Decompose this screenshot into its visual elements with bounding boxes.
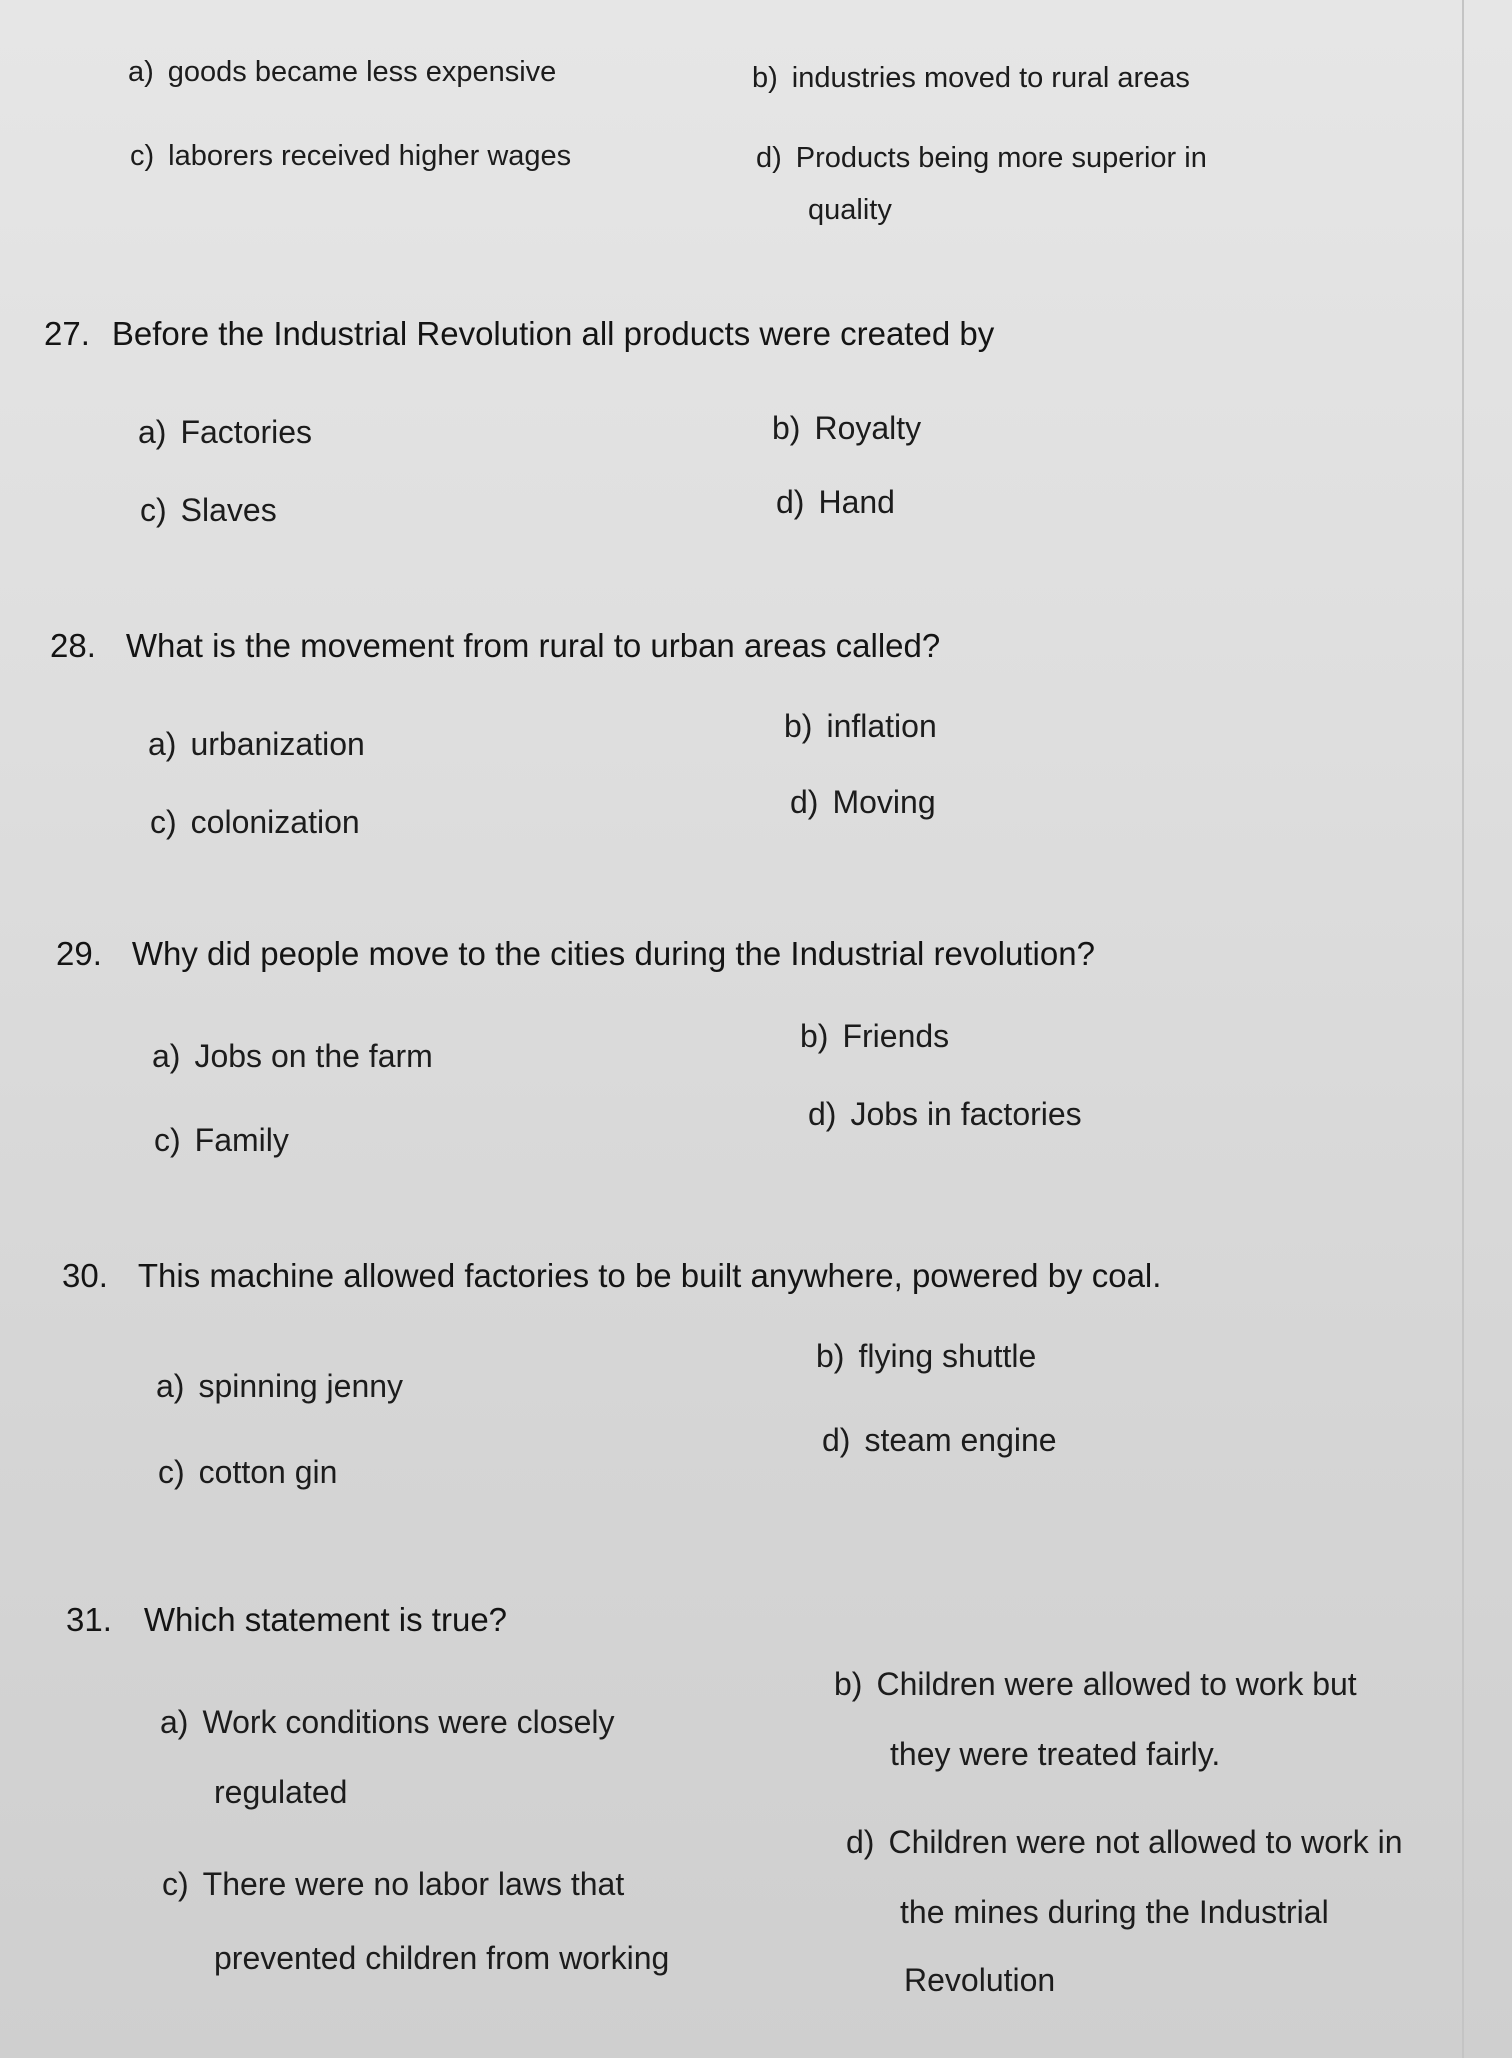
q31-option-d-line2: the mines during the Industrial bbox=[900, 1894, 1329, 1930]
option-label: d) bbox=[756, 142, 782, 174]
q31-option-d-line3: Revolution bbox=[904, 1962, 1056, 1998]
option-text: urbanization bbox=[190, 726, 365, 762]
option-text: Children were allowed to work but bbox=[876, 1666, 1357, 1702]
option-text: industries moved to rural areas bbox=[791, 62, 1190, 94]
option-text: Work conditions were closely bbox=[202, 1704, 615, 1740]
q27-option-a bbox=[138, 412, 312, 452]
q31-option-b bbox=[834, 1664, 1357, 1704]
option-text: laborers received higher wages bbox=[168, 140, 572, 172]
option-label: a) bbox=[152, 1038, 181, 1074]
q31-option-c bbox=[162, 1864, 624, 1904]
question-text: What is the movement from rural to urban areas called? bbox=[125, 627, 941, 664]
option-label: d) bbox=[776, 484, 805, 520]
option-text: Royalty bbox=[814, 410, 922, 446]
q28-option-b bbox=[784, 706, 937, 746]
q30-option-d bbox=[822, 1420, 1057, 1460]
q30-option-c bbox=[158, 1452, 337, 1492]
option-label: c) bbox=[150, 804, 177, 840]
q28-option-d bbox=[790, 782, 936, 822]
q29-option-a bbox=[152, 1036, 433, 1076]
question-number: 31. bbox=[66, 1601, 112, 1638]
option-text: Factories bbox=[180, 414, 313, 450]
question-text: Which statement is true? bbox=[143, 1601, 508, 1638]
q31-prompt bbox=[66, 1600, 507, 1640]
option-label: c) bbox=[158, 1454, 185, 1490]
q30-option-b bbox=[816, 1336, 1036, 1376]
option-label: a) bbox=[148, 726, 177, 762]
q27-prompt bbox=[44, 314, 994, 354]
option-text: steam engine bbox=[864, 1422, 1057, 1458]
q31-option-b-line2: they were treated fairly. bbox=[890, 1736, 1221, 1772]
option-label: b) bbox=[752, 62, 778, 94]
question-number: 27. bbox=[44, 315, 90, 352]
q27-option-d bbox=[776, 482, 895, 522]
q31-option-a-line2: regulated bbox=[214, 1774, 348, 1810]
option-text: Friends bbox=[842, 1018, 950, 1054]
q30-prompt bbox=[62, 1256, 1161, 1296]
q30-option-a bbox=[156, 1366, 403, 1406]
option-label: b) bbox=[800, 1018, 829, 1054]
option-text: inflation bbox=[826, 708, 937, 744]
question-number: 30. bbox=[62, 1257, 108, 1294]
q26-option-a bbox=[128, 52, 556, 92]
q26-option-b bbox=[752, 58, 1190, 98]
option-text: flying shuttle bbox=[858, 1338, 1037, 1374]
option-text: cotton gin bbox=[198, 1454, 338, 1490]
q29-option-c bbox=[154, 1120, 289, 1160]
option-label: d) bbox=[846, 1824, 875, 1860]
q26-option-d-line2: quality bbox=[808, 194, 892, 226]
question-text: Before the Industrial Revolution all products were created by bbox=[111, 315, 995, 352]
option-text: There were no labor laws that bbox=[202, 1866, 625, 1902]
q29-prompt bbox=[56, 934, 1095, 974]
option-text: Jobs in factories bbox=[850, 1096, 1082, 1132]
q31-option-a bbox=[160, 1702, 614, 1742]
question-number: 28. bbox=[50, 627, 96, 664]
option-label: b) bbox=[834, 1666, 863, 1702]
option-label: c) bbox=[130, 140, 155, 172]
q26-option-c bbox=[130, 136, 571, 176]
option-label: c) bbox=[154, 1122, 181, 1158]
option-text: colonization bbox=[190, 804, 360, 840]
question-text: This machine allowed factories to be built anywhere, powered by coal. bbox=[137, 1257, 1162, 1294]
option-text: Children were not allowed to work in bbox=[888, 1824, 1403, 1860]
q27-option-b bbox=[772, 408, 921, 448]
option-text: Products being more superior in bbox=[795, 142, 1207, 174]
option-label: b) bbox=[784, 708, 813, 744]
q31-option-c-line2: prevented children from working bbox=[214, 1940, 670, 1976]
q29-option-d bbox=[808, 1094, 1082, 1134]
option-label: a) bbox=[138, 414, 167, 450]
page-edge-line bbox=[1462, 0, 1464, 2058]
option-label: c) bbox=[162, 1866, 189, 1902]
q27-option-c bbox=[140, 490, 277, 530]
q31-option-d bbox=[846, 1822, 1402, 1862]
option-text: Moving bbox=[832, 784, 936, 820]
option-label: d) bbox=[790, 784, 819, 820]
question-number: 29. bbox=[56, 935, 102, 972]
option-label: a) bbox=[128, 56, 154, 88]
option-label: d) bbox=[822, 1422, 851, 1458]
q28-prompt bbox=[50, 626, 940, 666]
q26-option-d bbox=[756, 138, 1207, 178]
option-text: Hand bbox=[818, 484, 895, 520]
option-text: goods became less expensive bbox=[167, 56, 557, 88]
option-text: Family bbox=[194, 1122, 289, 1158]
option-label: a) bbox=[160, 1704, 189, 1740]
q28-option-a bbox=[148, 724, 365, 764]
option-text: Slaves bbox=[180, 492, 277, 528]
option-label: c) bbox=[140, 492, 167, 528]
option-label: d) bbox=[808, 1096, 837, 1132]
q28-option-c bbox=[150, 802, 360, 842]
question-text: Why did people move to the cities during the Industrial revolution? bbox=[131, 935, 1095, 972]
option-text: spinning jenny bbox=[198, 1368, 404, 1404]
q29-option-b bbox=[800, 1016, 949, 1056]
option-text: Jobs on the farm bbox=[194, 1038, 433, 1074]
option-label: b) bbox=[772, 410, 801, 446]
option-label: a) bbox=[156, 1368, 185, 1404]
option-label: b) bbox=[816, 1338, 845, 1374]
